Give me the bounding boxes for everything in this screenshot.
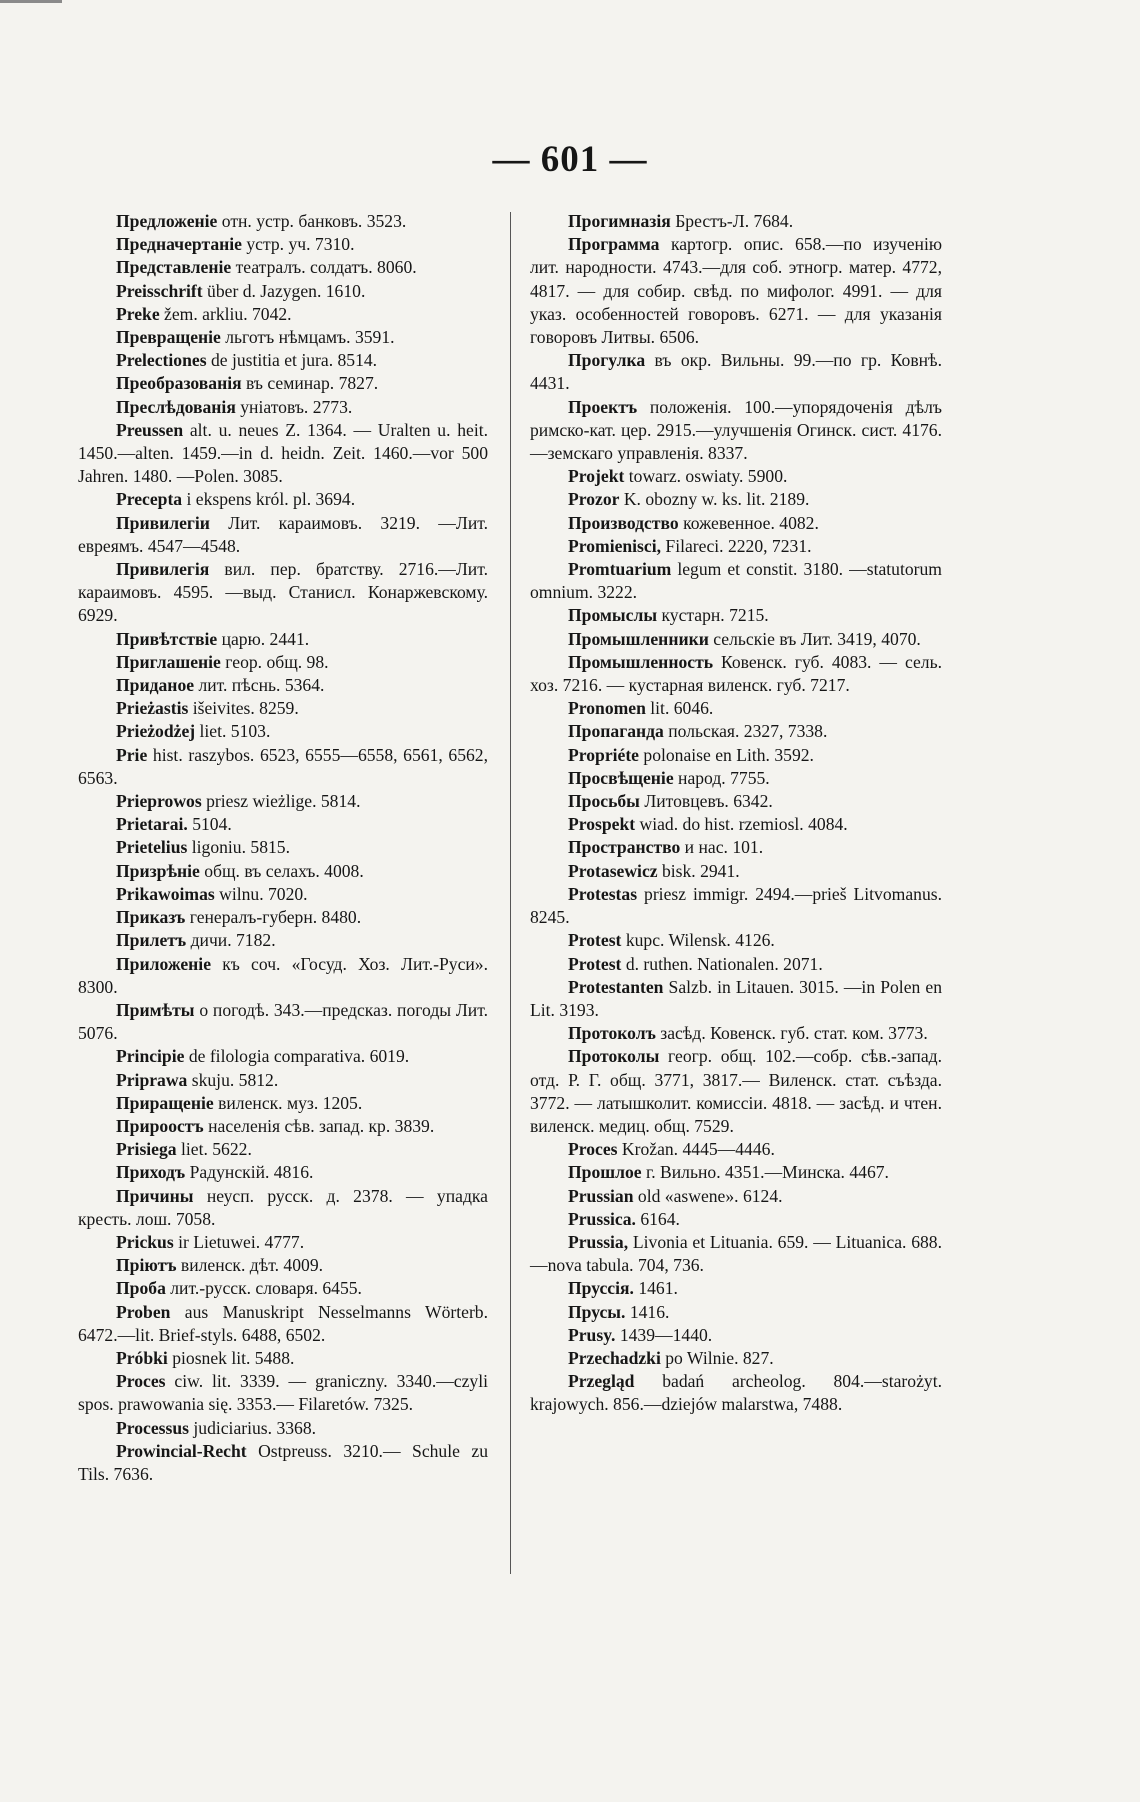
- index-entry: [530, 1370, 942, 1416]
- entry-references: уніатовъ. 2773.: [235, 396, 353, 417]
- entry-references: aus Manuskript Nesselmanns Wörterb. 6472.—lit. Brief-styls. 6488, 6502.: [78, 1301, 488, 1345]
- entry-headword: Предложеніе: [116, 211, 218, 231]
- entry-references: Livonia et Lituania. 659. — Lituanica. 688.—nova tabula. 704, 736.: [530, 1231, 942, 1276]
- index-entry: [78, 720, 488, 743]
- entry-headword: Пропаганда: [568, 721, 664, 742]
- entry-headword: Preussen: [116, 419, 184, 440]
- entry-headword: Principie: [116, 1046, 185, 1067]
- entry-references: towarz. oswiaty. 5900.: [624, 466, 788, 487]
- entry-headword: Proben: [116, 1301, 171, 1322]
- entry-headword: Projekt: [568, 466, 625, 487]
- entry-headword: Protasewicz: [568, 860, 658, 881]
- entry-references: общ. въ селахъ. 4008.: [199, 860, 364, 881]
- index-entry: [78, 256, 488, 279]
- entry-headword: Промышленность: [568, 651, 714, 672]
- entry-headword: Протоколы: [568, 1046, 660, 1067]
- entry-headword: Прилетъ: [116, 930, 187, 951]
- index-entry: [530, 558, 942, 604]
- entry-references: išeivites. 8259.: [188, 698, 299, 719]
- entry-references: кустарн. 7215.: [657, 605, 769, 626]
- entry-references: неусп. русск. д. 2378. — упадка кресть. лош. 7058.: [78, 1185, 488, 1229]
- index-entry: [78, 953, 488, 999]
- entry-headword: Прошлое: [568, 1162, 642, 1183]
- entry-references: Брестъ-Л. 7684.: [670, 211, 794, 231]
- index-entry: [78, 1115, 488, 1138]
- entry-references: льготъ нѣмцамъ. 3591.: [220, 327, 395, 348]
- index-entry: [78, 1277, 488, 1300]
- index-entry: [78, 488, 488, 511]
- entry-headword: Prussia,: [568, 1231, 629, 1252]
- index-entry: [530, 488, 942, 511]
- index-entry: [78, 744, 488, 790]
- index-entry: [78, 1347, 488, 1370]
- entry-references: liet. 5103.: [195, 721, 271, 742]
- entry-headword: Preisschrift: [116, 280, 203, 301]
- entry-headword: Pronomen: [568, 698, 646, 719]
- entry-references: генералъ-губерн. 8480.: [185, 907, 362, 928]
- index-entry: [78, 790, 488, 813]
- index-entry: [78, 1440, 488, 1486]
- entry-references: устр. уч. 7310.: [241, 234, 355, 255]
- entry-headword: Приращеніе: [116, 1092, 214, 1113]
- index-entry: [530, 1231, 942, 1277]
- entry-headword: Priprawa: [116, 1069, 188, 1090]
- entry-references: legum et constit. 3180. —statutorum omnium. 3222.: [530, 559, 942, 603]
- index-entry: [530, 720, 942, 743]
- index-entry: [530, 1347, 942, 1370]
- entry-references: po Wilnie. 827.: [660, 1347, 774, 1368]
- index-entry: [530, 883, 942, 929]
- entry-references: Лит. караимовъ. 3219. —Лит. евреямъ. 4547—4548.: [78, 512, 488, 556]
- entry-headword: Привилегія: [116, 559, 210, 580]
- entry-headword: Приданое: [116, 675, 195, 696]
- page-number: — 601 —: [492, 139, 648, 180]
- entry-references: населенія сѣв. запад. кр. 3839.: [203, 1115, 435, 1136]
- entry-headword: Prie: [116, 744, 148, 765]
- index-entry: [530, 767, 942, 790]
- entry-headword: Пріютъ: [116, 1255, 177, 1276]
- entry-headword: Processus: [116, 1417, 189, 1438]
- index-entry: [530, 1324, 942, 1347]
- index-entry: [530, 836, 942, 859]
- index-entry: [78, 419, 488, 489]
- entry-headword: Прироостъ: [116, 1115, 204, 1136]
- index-entry: [530, 1022, 942, 1045]
- entry-headword: Приглашеніе: [116, 651, 221, 672]
- index-entry: [78, 280, 488, 303]
- entry-headword: Просьбы: [568, 791, 640, 812]
- entry-references: картогр. опис. 658.—по изученію лит. народности. 4743.—для соб. этногр. матер. 4772, 4817. — для собир. свѣд. по мифолог. 4991. — для указ. особенностей говоровъ. 6271. — для указанія говоровъ Литвы. 6506.: [530, 234, 942, 348]
- entry-references: ligoniu. 5815.: [187, 837, 290, 858]
- entry-headword: Производство: [568, 512, 679, 533]
- entry-headword: Превращеніе: [116, 327, 221, 348]
- entry-references: alt. u. neues Z. 1364. — Uralten u. heit. 1450.—alten. 1459.—in d. heidn. Zeit. 1460.—vor 500 Jahren. 1480. —Polen. 3085.: [78, 419, 488, 487]
- entry-references: d. ruthen. Nationalen. 2071.: [621, 953, 823, 974]
- index-entry: [78, 651, 488, 674]
- entry-references: засѣд. Ковенск. губ. стат. ком. 3773.: [655, 1023, 928, 1044]
- entry-headword: Прусы.: [568, 1301, 626, 1322]
- entry-headword: Protest: [568, 930, 622, 951]
- entry-references: judiciarius. 3368.: [188, 1417, 317, 1438]
- index-entry: [530, 396, 942, 466]
- index-entry: [78, 697, 488, 720]
- entry-references: wilnu. 7020.: [214, 883, 308, 904]
- entry-headword: Prieżastis: [116, 698, 189, 719]
- entry-headword: Protestas: [568, 883, 638, 904]
- entry-headword: Призрѣніе: [116, 860, 200, 881]
- index-entry: [78, 999, 488, 1045]
- index-entry: [530, 744, 942, 767]
- index-entry: [78, 813, 488, 836]
- index-entry: [530, 976, 942, 1022]
- entry-headword: Примѣты: [116, 999, 195, 1020]
- entry-headword: Protestanten: [568, 976, 664, 997]
- index-entry: [78, 233, 488, 256]
- index-entry: [78, 558, 488, 628]
- entry-references: виленск. муз. 1205.: [213, 1092, 363, 1113]
- index-entry: [78, 210, 488, 233]
- index-entry: [530, 1277, 942, 1300]
- entry-references: Krožan. 4445—4446.: [617, 1139, 775, 1160]
- index-entry: [530, 604, 942, 627]
- index-entry: [78, 303, 488, 326]
- entry-references: Filareci. 2220, 7231.: [661, 535, 812, 556]
- entry-references: liet. 5622.: [176, 1139, 252, 1160]
- index-entry: [530, 1161, 942, 1184]
- entry-references: lit. 6046.: [645, 698, 714, 719]
- index-entry: [78, 1231, 488, 1254]
- entry-references: 1461.: [633, 1278, 678, 1299]
- entry-headword: Пространство: [568, 837, 681, 858]
- entry-headword: Предначертаніе: [116, 234, 242, 255]
- index-entry: [78, 1254, 488, 1277]
- entry-headword: Привилегіи: [116, 512, 210, 533]
- entry-references: въ семинар. 7827.: [241, 373, 379, 394]
- entry-references: priesz immigr. 2494.—prieš Litvomanus. 8245.: [530, 883, 942, 928]
- entry-references: piosnek lit. 5488.: [167, 1347, 295, 1368]
- entry-headword: Prussica.: [568, 1208, 636, 1229]
- index-entry: [78, 674, 488, 697]
- entry-references: лит.-русск. словаря. 6455.: [165, 1278, 362, 1299]
- entry-headword: Propriéte: [568, 744, 639, 765]
- entry-headword: Promienisci,: [568, 535, 662, 556]
- index-entry: [530, 697, 942, 720]
- entry-references: Ostpreuss. 3210.— Schule zu Tils. 7636.: [78, 1440, 488, 1484]
- index-entry: [78, 1092, 488, 1115]
- entry-headword: Próbki: [116, 1347, 168, 1368]
- index-entry: [530, 210, 942, 233]
- entry-headword: Приходъ: [116, 1162, 186, 1183]
- entry-headword: Проба: [116, 1278, 166, 1299]
- index-entry: [78, 1370, 488, 1416]
- entry-references: геор. общ. 98.: [220, 651, 329, 672]
- entry-references: kupc. Wilensk. 4126.: [621, 930, 775, 951]
- index-entry: [78, 1185, 488, 1231]
- entry-references: кожевенное. 4082.: [678, 512, 819, 533]
- entry-headword: Przechadzki: [568, 1347, 661, 1368]
- entry-references: народ. 7755.: [673, 767, 770, 788]
- index-entry: [78, 326, 488, 349]
- entry-headword: Программа: [568, 234, 660, 255]
- index-entry: [530, 651, 942, 697]
- entry-headword: Prickus: [116, 1231, 174, 1252]
- entry-references: отн. устр. банковъ. 3523.: [217, 211, 407, 231]
- entry-references: bisk. 2941.: [657, 860, 740, 881]
- right-column: [530, 210, 942, 1417]
- entry-references: Радунскій. 4816.: [185, 1162, 314, 1183]
- entry-headword: Prospekt: [568, 814, 636, 835]
- index-entry: [530, 790, 942, 813]
- entry-references: Salzb. in Litauen. 3015. —in Polen en Lit. 3193.: [530, 976, 942, 1020]
- entry-references: 5104.: [187, 814, 232, 835]
- index-entry: [530, 1301, 942, 1324]
- index-entry: [530, 233, 942, 349]
- index-entry: [78, 512, 488, 558]
- entry-references: г. Вильно. 4351.—Минска. 4467.: [641, 1162, 889, 1183]
- entry-references: Ковенск. губ. 4083. — сель. хоз. 7216. — кустарная виленск. губ. 7217.: [530, 651, 942, 696]
- entry-headword: Prieprowos: [116, 791, 202, 812]
- entry-references: priesz wieżlige. 5814.: [201, 791, 361, 812]
- index-entry: [530, 1208, 942, 1231]
- index-entry: [530, 535, 942, 558]
- index-entry: [530, 860, 942, 883]
- entry-references: über d. Jazygen. 1610.: [202, 280, 366, 301]
- index-entry: [78, 1138, 488, 1161]
- index-entry: [78, 883, 488, 906]
- entry-references: hist. raszybos. 6523, 6555—6558, 6561, 6562, 6563.: [78, 744, 488, 788]
- entry-headword: Preke: [116, 303, 160, 324]
- entry-headword: Протоколъ: [568, 1023, 656, 1044]
- index-entry: [78, 1301, 488, 1347]
- entry-references: ciw. lit. 3339. — graniczny. 3340.—czyli spos. prawowania się. 3353.— Filaretów. 7325.: [78, 1371, 488, 1415]
- entry-headword: Преслѣдованія: [116, 396, 236, 417]
- index-entry: [530, 813, 942, 836]
- entry-references: положенія. 100.—упорядоченія дѣлъ римско-кат. цер. 2915.—улучшенія Огинск. сист. 4176.—земскаго управленія. 8337.: [530, 396, 942, 464]
- entry-headword: Prietelius: [116, 837, 188, 858]
- index-entry: [530, 929, 942, 952]
- entry-headword: Приложеніе: [116, 953, 212, 974]
- entry-references: de filologia comparativa. 6019.: [184, 1046, 410, 1067]
- index-entry: [78, 929, 488, 952]
- entry-headword: Привѣтствіе: [116, 628, 218, 649]
- entry-headword: Причины: [116, 1185, 194, 1206]
- entry-references: wiad. do hist. rzemiosl. 4084.: [635, 814, 848, 835]
- entry-headword: Proces: [568, 1139, 618, 1160]
- index-entry: [530, 349, 942, 395]
- entry-headword: Protest: [568, 953, 622, 974]
- entry-references: skuju. 5812.: [187, 1069, 279, 1090]
- entry-headword: Prieżodżej: [116, 721, 196, 742]
- entry-references: de justitia et jura. 8514.: [206, 350, 378, 371]
- entry-references: 6164.: [635, 1208, 680, 1229]
- entry-headword: Prozor: [568, 489, 620, 510]
- entry-headword: Prietarai.: [116, 814, 188, 835]
- entry-references: къ соч. «Госуд. Хоз. Лит.-Руси». 8300.: [78, 953, 488, 997]
- index-entry: [78, 906, 488, 929]
- index-entry: [78, 372, 488, 395]
- index-entry: [78, 349, 488, 372]
- entry-references: 1439—1440.: [615, 1324, 713, 1345]
- edge-scan-mark: [0, 0, 62, 3]
- index-entry: [78, 1045, 488, 1068]
- entry-references: Литовцевъ. 6342.: [639, 791, 773, 812]
- entry-references: виленск. дѣт. 4009.: [176, 1255, 324, 1276]
- column-divider: [510, 212, 511, 1574]
- index-entry: [530, 1185, 942, 1208]
- entry-references: театралъ. солдатъ. 8060.: [231, 257, 417, 278]
- entry-headword: Преобразованія: [116, 373, 242, 394]
- entry-references: 1416.: [625, 1301, 670, 1322]
- index-entry: [78, 628, 488, 651]
- entry-headword: Precepta: [116, 489, 183, 510]
- index-entry: [530, 628, 942, 651]
- entry-headword: Пруссія.: [568, 1278, 634, 1299]
- entry-headword: Просвѣщеніе: [568, 767, 674, 788]
- entry-headword: Prusy.: [568, 1324, 616, 1345]
- entry-headword: Прогимназія: [568, 211, 671, 231]
- entry-headword: Proces: [116, 1371, 166, 1392]
- index-entry: [530, 953, 942, 976]
- entry-headword: Представленіе: [116, 257, 232, 278]
- index-entry: [78, 1417, 488, 1440]
- entry-headword: Промыслы: [568, 605, 658, 626]
- entry-headword: Prowincial-Recht: [116, 1440, 247, 1461]
- entry-headword: Prisiega: [116, 1139, 177, 1160]
- index-entry: [78, 836, 488, 859]
- entry-references: badań archeolog. 804.—starożyt. krajowych. 856.—dziejów malarstwa, 7488.: [530, 1371, 942, 1415]
- index-entry: [78, 396, 488, 419]
- entry-references: геогр. общ. 102.—собр. сѣв.-запад. отд. Р. Г. общ. 3771, 3817.— Виленск. стат. съѣзда. 3772. — латышколит. комиссіи. 4818. — засѣд. и чтен. виленск. медиц. общ. 7529.: [530, 1046, 942, 1136]
- entry-headword: Приказъ: [116, 907, 186, 928]
- entry-references: польская. 2327, 7338.: [663, 721, 828, 742]
- index-entry: [78, 1161, 488, 1184]
- entry-headword: Prussian: [568, 1185, 634, 1206]
- entry-references: сельскіе въ Лит. 3419, 4070.: [708, 628, 921, 649]
- entry-references: žem. arkliu. 7042.: [159, 303, 292, 324]
- entry-references: дичи. 7182.: [186, 930, 276, 951]
- entry-references: лит. пѣснь. 5364.: [194, 675, 325, 696]
- entry-headword: Проектъ: [568, 396, 638, 417]
- entry-references: царю. 2441.: [217, 628, 310, 649]
- entry-references: о погодѣ. 343.—предсказ. погоды Лит. 5076.: [78, 999, 488, 1044]
- entry-references: въ окр. Вильны. 99.—по гр. Ковнѣ. 4431.: [530, 350, 942, 394]
- entry-references: вил. пер. братству. 2716.—Лит. караимовъ. 4595. —выд. Станисл. Конаржевскому. 6929.: [78, 559, 488, 626]
- entry-references: old «aswene». 6124.: [633, 1185, 783, 1206]
- entry-references: i ekspens król. pl. 3694.: [182, 489, 356, 510]
- index-entry: [530, 512, 942, 535]
- entry-headword: Prelectiones: [116, 350, 207, 371]
- index-entry: [530, 1138, 942, 1161]
- entry-headword: Promtuarium: [568, 559, 672, 580]
- left-column: [78, 210, 488, 1486]
- entry-headword: Промышленники: [568, 628, 709, 649]
- entry-references: ir Lietuwei. 4777.: [173, 1231, 305, 1252]
- index-entry: [530, 1045, 942, 1138]
- entry-references: и нас. 101.: [680, 837, 764, 858]
- index-entry: [530, 465, 942, 488]
- index-entry: [78, 1069, 488, 1092]
- index-entry: [78, 860, 488, 883]
- entry-references: polonaise en Lith. 3592.: [639, 744, 814, 765]
- entry-headword: Prikawoimas: [116, 883, 215, 904]
- entry-references: K. obozny w. ks. lit. 2189.: [619, 489, 810, 510]
- entry-headword: Przegląd: [568, 1371, 635, 1392]
- entry-headword: Прогулка: [568, 350, 646, 371]
